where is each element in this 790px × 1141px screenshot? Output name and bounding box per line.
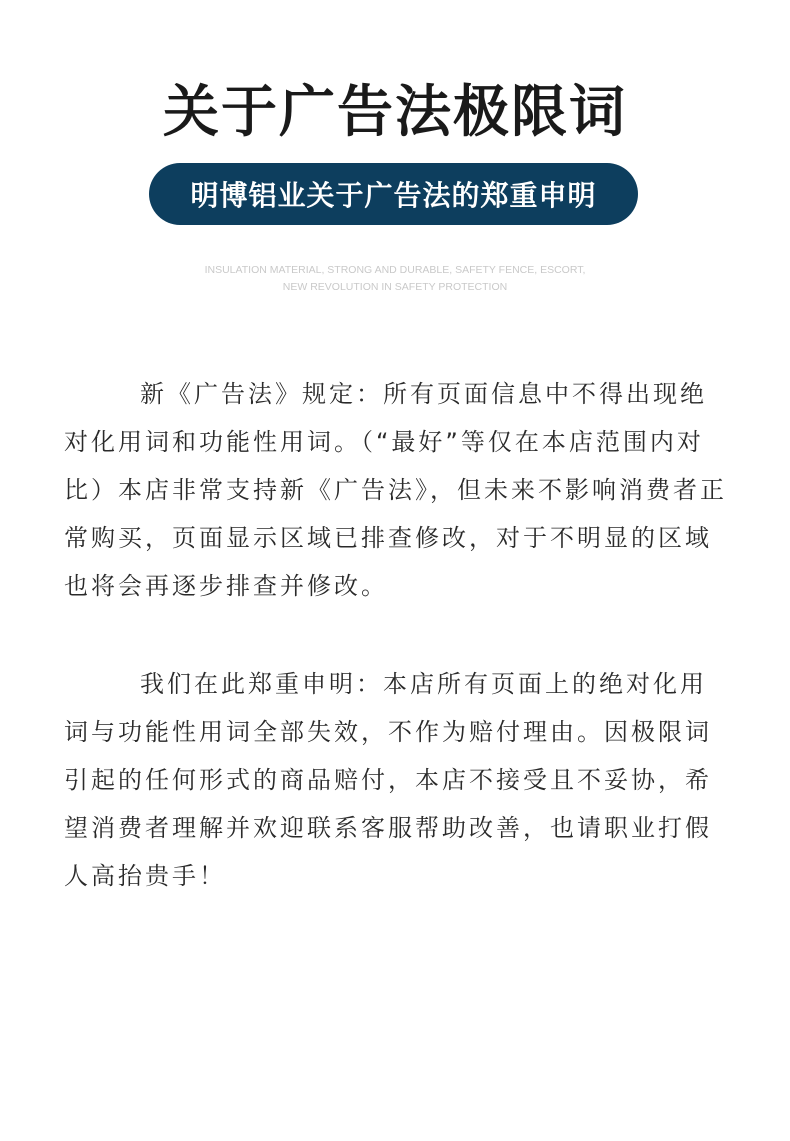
statement-paragraph-1 (64, 370, 730, 610)
statement-paragraph-2 (64, 660, 730, 900)
banner-pill (149, 163, 638, 225)
banner-text: 明博铝业关于广告法的郑重申明 (190, 179, 597, 212)
statement-paragraph-2-text: 我们在此郑重申明：本店所有页面上的绝对化用词与功能性用词全部失效，不作为赔付理由。因极限词引起的任何形式的商品赔付，本店不接受且不妥协，希望消费者理解并欢迎联系客服帮助改善，也请职业打假人高抬贵手！ (64, 670, 712, 890)
english-subtitle-line-2: NEW REVOLUTION IN SAFETY PROTECTION (282, 281, 508, 293)
statement-paragraph-1-text: 新《广告法》规定：所有页面信息中不得出现绝对化用词和功能性用词。（“最好”等仅在本店范围内对比）本店非常支持新《广告法》，但未来不影响消费者正常购买，页面显示区域已排查修改，对于不明显的区域也将会再逐步排查并修改。 (64, 380, 727, 600)
english-subtitle (0, 262, 790, 296)
english-subtitle-line-1: INSULATION MATERIAL, STRONG AND DURABLE, SAFETY FENCE, ESCORT, (204, 264, 586, 276)
page-title: 关于广告法极限词 (163, 80, 627, 145)
